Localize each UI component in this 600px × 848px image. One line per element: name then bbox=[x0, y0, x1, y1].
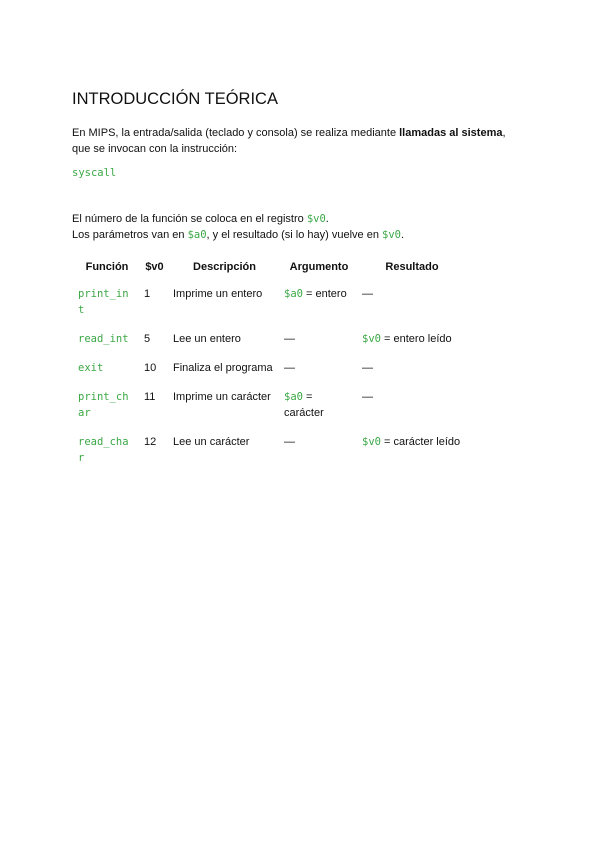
result-register: $v0 bbox=[362, 333, 381, 345]
argument bbox=[280, 357, 358, 386]
register-a0: $a0 bbox=[187, 229, 207, 241]
table-row bbox=[72, 328, 466, 357]
result-text: — bbox=[362, 362, 373, 374]
para-line-2-end: . bbox=[401, 229, 405, 241]
intro-line-2: que se invocan con la instrucción: bbox=[72, 142, 238, 155]
intro-bold-term: llamadas al sistema bbox=[399, 127, 503, 139]
header-funcion: Función bbox=[85, 261, 129, 273]
para-line-2-mid: , y el resultado (si lo hay) vuelve en bbox=[206, 229, 383, 241]
function-name: exit bbox=[78, 362, 104, 374]
result bbox=[358, 431, 466, 476]
table-row bbox=[72, 431, 466, 476]
argument-text: — bbox=[284, 362, 295, 374]
argument-register: $a0 bbox=[284, 288, 303, 300]
description: Imprime un entero bbox=[173, 288, 263, 300]
intro-paragraph bbox=[72, 126, 542, 157]
argument bbox=[280, 431, 358, 476]
table-row bbox=[72, 386, 466, 431]
function-name: print_int bbox=[78, 288, 129, 316]
result-text: — bbox=[362, 288, 373, 300]
v0-value: 12 bbox=[144, 436, 157, 448]
register-v0-result: $v0 bbox=[382, 229, 401, 241]
argument bbox=[280, 283, 358, 328]
result-text: = carácter leído bbox=[380, 436, 461, 448]
header-resultado: Resultado bbox=[385, 261, 439, 273]
para-line-2-text: Los parámetros van en bbox=[72, 229, 188, 241]
result bbox=[358, 386, 466, 431]
function-name: print_char bbox=[78, 391, 129, 419]
intro-text: En MIPS, la entrada/salida (teclado y consola) se realiza mediante bbox=[72, 127, 400, 139]
argument bbox=[280, 328, 358, 357]
v0-value: 5 bbox=[144, 333, 151, 345]
para-line-1-end: . bbox=[325, 213, 329, 225]
registers-paragraph bbox=[72, 211, 542, 243]
argument-text: — bbox=[284, 436, 295, 448]
header-descripcion: Descripción bbox=[193, 261, 256, 273]
v0-value: 11 bbox=[144, 391, 156, 403]
para-line-1-text: El número de la función se coloca en el registro bbox=[72, 213, 307, 225]
result bbox=[358, 283, 466, 328]
argument-text: — bbox=[284, 333, 295, 345]
description: Lee un carácter bbox=[173, 436, 250, 448]
description: Finaliza el programa bbox=[173, 362, 273, 374]
function-name: read_int bbox=[78, 333, 129, 345]
description: Lee un entero bbox=[173, 333, 241, 345]
result-text: = entero leído bbox=[380, 333, 452, 345]
result-register: $v0 bbox=[362, 436, 381, 448]
result-text: — bbox=[362, 391, 373, 403]
header-v0: $v0 bbox=[145, 261, 164, 273]
argument-text: = entero bbox=[302, 288, 347, 300]
page-title: INTRODUCCIÓN TEÓRICA bbox=[72, 90, 278, 108]
result bbox=[358, 357, 466, 386]
syscall-code: syscall bbox=[72, 167, 117, 179]
v0-value: 1 bbox=[144, 288, 151, 300]
header-argumento: Argumento bbox=[289, 261, 349, 273]
function-name: read_char bbox=[78, 436, 129, 464]
table-row bbox=[72, 357, 466, 386]
description: Imprime un carácter bbox=[173, 391, 271, 403]
table-header-row bbox=[72, 257, 466, 283]
table-row bbox=[72, 283, 466, 328]
argument-register: $a0 bbox=[284, 391, 303, 403]
intro-comma: , bbox=[502, 127, 506, 139]
v0-value: 10 bbox=[144, 362, 157, 374]
result bbox=[358, 328, 466, 357]
syscalls-table bbox=[72, 257, 466, 476]
argument-text: = carácter bbox=[284, 391, 324, 419]
register-v0: $v0 bbox=[306, 213, 326, 225]
argument bbox=[280, 386, 358, 431]
